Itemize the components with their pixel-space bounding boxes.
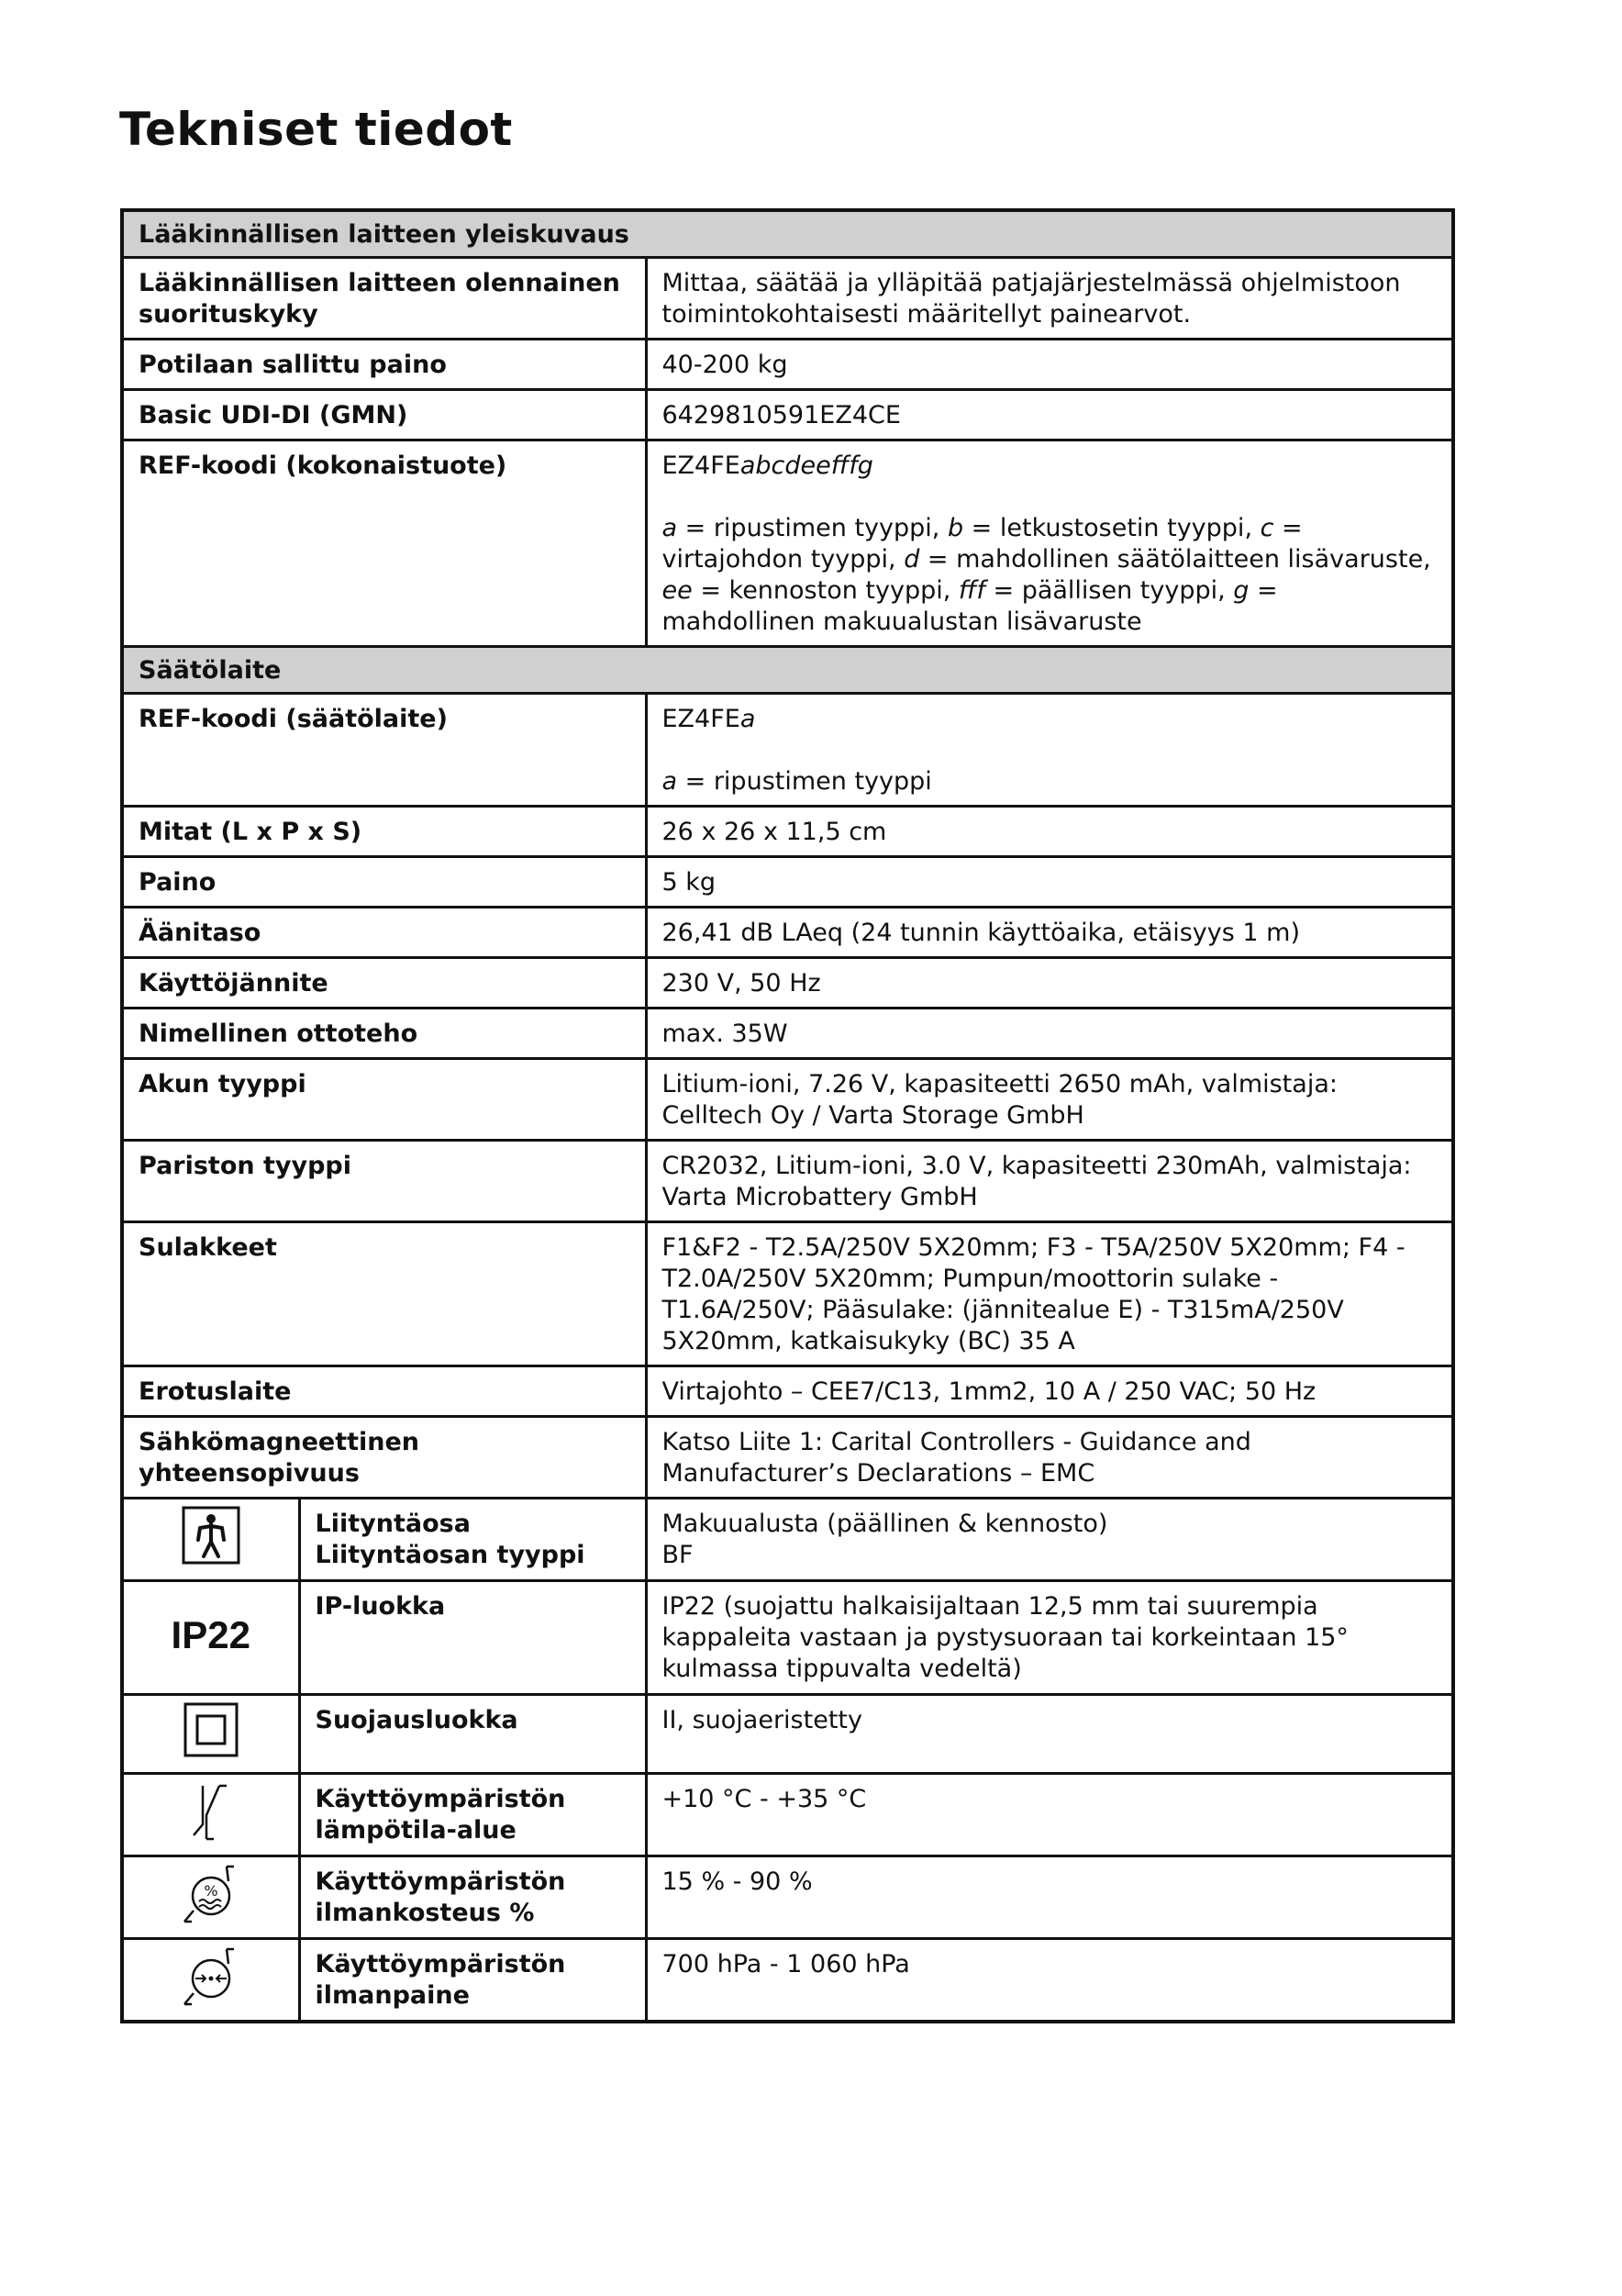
section-header-row (122, 210, 1453, 258)
row-value: Virtajohto – CEE7/C13, 1mm2, 10 A / 250 VAC; 50 Hz (646, 1366, 1453, 1417)
table-row (122, 440, 1453, 647)
symbol-row (122, 1581, 1453, 1695)
row-label: Äänitaso (122, 908, 646, 958)
ref-code-variables: a (739, 705, 756, 733)
row-label: Pariston tyyppi (122, 1141, 646, 1222)
row-label: Potilaan sallittu paino (122, 340, 646, 390)
row-value: 230 V, 50 Hz (646, 958, 1453, 1009)
ref-code-variables: abcdeefffg (739, 451, 873, 480)
legend-text: = ripustimen tyyppi, (677, 514, 948, 542)
legend-var: a (661, 514, 678, 542)
row-label: Nimellinen ottoteho (122, 1009, 646, 1059)
section-heading-general: Lääkinnällisen laitteen yleiskuvaus (122, 210, 1453, 258)
legend-text: = mahdollinen makuualustan lisävaruste (661, 576, 1278, 636)
value-line: Makuualusta (päällinen & kennosto) (661, 1510, 1108, 1538)
ref-code-legend (662, 514, 1431, 636)
table-row (122, 1141, 1453, 1222)
legend-var: g (1233, 576, 1250, 605)
class-ii-icon (122, 1695, 299, 1774)
row-value: 6429810591EZ4CE (646, 390, 1453, 440)
svg-text:%: % (204, 1882, 218, 1900)
table-row (122, 807, 1453, 857)
legend-var: a (661, 767, 678, 796)
label-line: Liityntäosan tyyppi (315, 1541, 585, 1569)
row-value: 15 % - 90 % (646, 1856, 1453, 1939)
legend-var: b (947, 514, 964, 542)
value-line: BF (661, 1541, 694, 1569)
row-value: Katso Liite 1: Carital Controllers - Guidance and Manufacturer’s Declarations – EMC (646, 1417, 1453, 1499)
row-label: Käyttöympäristön ilmanpaine (299, 1939, 646, 2023)
ref-code-prefix: EZ4FE (661, 451, 740, 480)
row-value: +10 °C - +35 °C (646, 1774, 1453, 1856)
row-label: IP-luokka (299, 1581, 646, 1695)
symbol-row (122, 1499, 1453, 1581)
symbol-row (122, 1939, 1453, 2023)
legend-text: = letkustosetin tyyppi, (963, 514, 1261, 542)
row-label (299, 1499, 646, 1581)
symbol-row (122, 1856, 1453, 1939)
row-label: Sulakkeet (122, 1222, 646, 1366)
row-value: 5 kg (646, 857, 1453, 908)
row-label: REF-koodi (säätölaite) (122, 694, 646, 807)
table-row (122, 694, 1453, 807)
row-label: Käyttöympäristön lämpötila-alue (299, 1774, 646, 1856)
section-heading-controller: Säätölaite (122, 647, 1453, 694)
row-label: Suojausluokka (299, 1695, 646, 1774)
table-row (122, 1366, 1453, 1417)
humidity-limit-icon (122, 1856, 299, 1939)
row-label: Erotuslaite (122, 1366, 646, 1417)
legend-var: d (904, 545, 920, 574)
ip22-icon-label: IP22 (171, 1612, 250, 1656)
row-value: Mittaa, säätää ja ylläpitää patjajärjestelmässä ohjelmistoon toimintokohtaisesti määritellyt painearvot. (646, 258, 1453, 340)
label-line: Liityntäosa (315, 1510, 471, 1538)
row-label: Paino (122, 857, 646, 908)
legend-text: = päällisen tyyppi, (984, 576, 1234, 605)
row-value: 26,41 dB LAeq (24 tunnin käyttöaika, etäisyys 1 m) (646, 908, 1453, 958)
technical-specifications-table (120, 208, 1455, 2023)
legend-var: fff (958, 576, 985, 605)
section-header-row (122, 647, 1453, 694)
legend-text: = mahdollinen säätölaitteen lisävaruste, (919, 545, 1431, 574)
type-bf-applied-part-icon (122, 1499, 299, 1581)
table-row (122, 340, 1453, 390)
row-label: Mitat (L x P x S) (122, 807, 646, 857)
row-value (646, 440, 1453, 647)
temperature-limit-icon (122, 1774, 299, 1856)
table-row (122, 258, 1453, 340)
ref-code-prefix: EZ4FE (661, 705, 740, 733)
row-value (646, 694, 1453, 807)
row-value (646, 1499, 1453, 1581)
legend-text: = virtajohdon tyyppi, (661, 514, 1303, 574)
row-value: CR2032, Litium-ioni, 3.0 V, kapasiteetti 230mAh, valmistaja: Varta Microbattery GmbH (646, 1141, 1453, 1222)
row-label: REF-koodi (kokonaistuote) (122, 440, 646, 647)
table-row (122, 390, 1453, 440)
table-row (122, 1417, 1453, 1499)
symbol-row (122, 1774, 1453, 1856)
row-label: Basic UDI-DI (GMN) (122, 390, 646, 440)
row-value: max. 35W (646, 1009, 1453, 1059)
legend-text: = ripustimen tyyppi (677, 767, 932, 796)
table-row (122, 1059, 1453, 1141)
row-value: 40-200 kg (646, 340, 1453, 390)
legend-text: = kennoston tyyppi, (692, 576, 959, 605)
table-row (122, 958, 1453, 1009)
row-value: 26 x 26 x 11,5 cm (646, 807, 1453, 857)
symbol-row (122, 1695, 1453, 1774)
table-row (122, 908, 1453, 958)
legend-var: c (1260, 514, 1274, 542)
row-value: IP22 (suojattu halkaisijaltaan 12,5 mm tai suurempia kappaleita vastaan ja pystysuoraan tai korkeintaan 15° kulmassa tippuvalta vedeltä) (646, 1581, 1453, 1695)
page-title: Tekniset tiedot (119, 103, 513, 156)
row-value: F1&F2 - T2.5A/250V 5X20mm; F3 - T5A/250V 5X20mm; F4 - T2.0A/250V 5X20mm; Pumpun/moottorin sulake - T1.6A/250V; Pääsulake: (jännitealue E) - T315mA/250V 5X20mm, katkaisukyky (BC) 35 A (646, 1222, 1453, 1366)
row-label: Käyttöympäristön ilmankosteus % (299, 1856, 646, 1939)
table-row (122, 1009, 1453, 1059)
row-label: Akun tyyppi (122, 1059, 646, 1141)
row-label: Käyttöjännite (122, 958, 646, 1009)
row-value: II, suojaeristetty (646, 1695, 1453, 1774)
row-value: Litium-ioni, 7.26 V, kapasiteetti 2650 mAh, valmistaja: Celltech Oy / Varta Storage GmbH (646, 1059, 1453, 1141)
row-label: Lääkinnällisen laitteen olennainen suorituskyky (122, 258, 646, 340)
ip22-icon (122, 1581, 299, 1695)
table-row (122, 857, 1453, 908)
row-value: 700 hPa - 1 060 hPa (646, 1939, 1453, 2023)
legend-var: ee (661, 576, 693, 605)
pressure-limit-icon (122, 1939, 299, 2023)
row-label: Sähkömagneettinen yhteensopivuus (122, 1417, 646, 1499)
table-row (122, 1222, 1453, 1366)
